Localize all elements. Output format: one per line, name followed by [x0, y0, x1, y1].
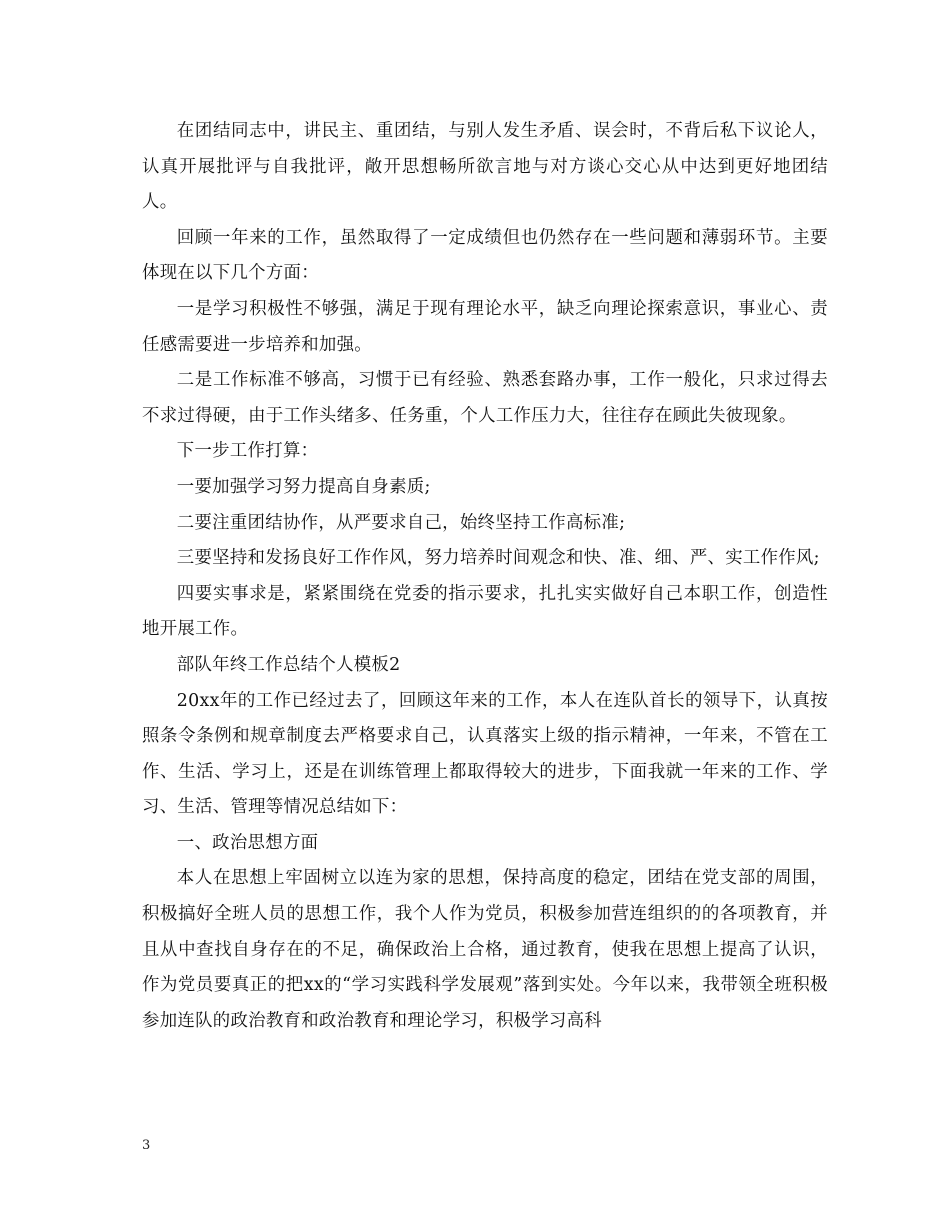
paragraph-issue-one: 一是学习积极性不够强，满足于现有理论水平，缺乏向理论探索意识，事业心、责任感需要进一步培养和加强。	[142, 298, 828, 355]
paragraph-unity: 在团结同志中，讲民主、重团结，与别人发生矛盾、误会时，不背后私下议论人，认真开展批评与自我批评，敞开思想畅所欲言地与对方谈心交心从中达到更好地团结人。	[142, 121, 828, 213]
paragraph-issue-two: 二是工作标准不够高，习惯于已有经验、熟悉套路办事，工作一般化，只求过得去不求过得硬，由于工作头绪多、任务重，个人工作压力大，往往存在顾此失彼现象。	[142, 370, 828, 426]
paragraph-political-thought: 本人在思想上牢固树立以连为家的思想，保持高度的稳定，团结在党支部的周围，积极搞好全班人员的思想工作，我个人作为党员，积极参加营连组织的的各项教育，并且从中查找自身存在的不足，确保政治上合格，通过教育，使我在思想上提高了认识，作为党员要真正的把xx的“学习实践科学发展观”落到实处。今年以来，我带领全班积极参加连队的政治教育和政治教育和理论学习，积极学习高科	[142, 868, 828, 1031]
paragraph-next-plan-heading: 下一步工作打算：	[176, 441, 319, 462]
document-body	[142, 114, 828, 1039]
paragraph-year-intro: 20xx年的工作已经过去了，回顾这年来的工作，本人在连队首长的领导下，认真按照条令条例和规章制度去严格要求自己，认真落实上级的指示精神，一年来，不管在工作、生活、学习上，还是在训练管理上都取得较大的进步，下面我就一年来的工作、学习、生活、管理等情况总结如下：	[142, 690, 828, 818]
page-number: 3	[142, 1138, 151, 1153]
paragraph-plan-three: 三要坚持和发扬良好工作作风，努力培养时间观念和快、准、细、严、实工作作风;	[176, 548, 820, 569]
section-heading-political: 一、政治思想方面	[176, 832, 319, 853]
paragraph-plan-four: 四要实事求是，紧紧围绕在党委的指示要求，扎扎实实做好自己本职工作，创造性地开展工作。	[142, 583, 828, 640]
section-title-template-2: 部队年终工作总结个人模板2	[176, 654, 401, 675]
paragraph-review: 回顾一年来的工作，虽然取得了一定成绩但也仍然存在一些问题和薄弱环节。主要体现在以下几个方面：	[142, 227, 828, 284]
paragraph-plan-two: 二要注重团结协作，从严要求自己，始终坚持工作高标准;	[176, 512, 626, 533]
paragraph-plan-one: 一要加强学习努力提高自身素质;	[176, 476, 431, 497]
